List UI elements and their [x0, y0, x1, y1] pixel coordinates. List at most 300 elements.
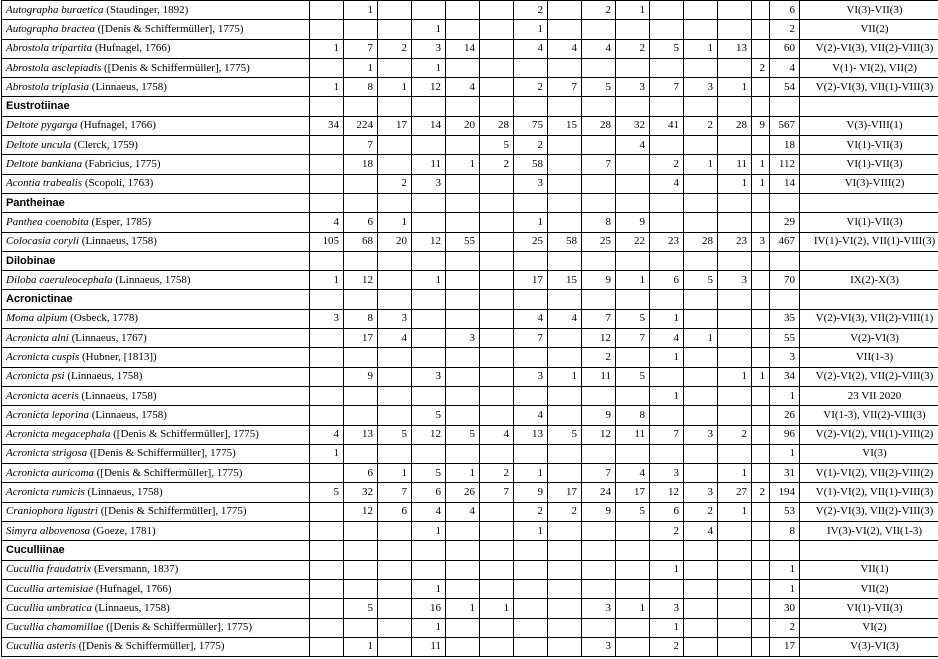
species-latin-name: Abrostola asclepiadis	[6, 61, 102, 74]
species-row	[2, 502, 938, 521]
count-cell	[480, 309, 514, 328]
species-row	[2, 271, 938, 290]
species-latin-name: Cucullia fraudatrix	[6, 563, 92, 576]
count-cell: 5	[650, 39, 684, 58]
count-cell: 2	[650, 522, 684, 541]
count-cell: 28	[582, 116, 616, 135]
count-cell: 3	[684, 78, 718, 97]
empty-cell	[446, 97, 480, 116]
count-cell	[718, 58, 752, 77]
species-name-cell	[2, 367, 310, 386]
count-cell: 11	[718, 155, 752, 174]
empty-cell	[650, 97, 684, 116]
count-cell: 11	[412, 155, 446, 174]
count-cell: 7	[480, 483, 514, 502]
count-cell: 4	[310, 213, 344, 232]
count-cell	[718, 444, 752, 463]
count-cell: 2	[718, 425, 752, 444]
count-cell: 7	[548, 78, 582, 97]
count-cell: 2	[514, 1, 548, 20]
count-cell: 1	[378, 213, 412, 232]
total-count-cell: 55	[770, 329, 800, 348]
species-author: (Linnaeus, 1758)	[84, 486, 163, 499]
empty-cell	[548, 193, 582, 212]
count-cell	[310, 329, 344, 348]
count-cell: 2	[684, 116, 718, 135]
species-name-cell	[2, 136, 310, 155]
count-cell	[684, 58, 718, 77]
count-cell	[582, 560, 616, 579]
count-cell: 1	[514, 522, 548, 541]
count-cell: 3	[718, 271, 752, 290]
species-author: (Esper, 1785)	[88, 215, 151, 228]
count-cell	[752, 329, 770, 348]
flight-period-cell: V(1)-VI(2), VII(2)-VIII(2)	[800, 464, 938, 483]
count-cell: 1	[344, 58, 378, 77]
count-cell	[684, 213, 718, 232]
count-cell	[752, 386, 770, 405]
empty-cell	[800, 193, 938, 212]
count-cell	[344, 174, 378, 193]
species-latin-name: Simyra albovenosa	[6, 524, 91, 537]
species-author: ([Denis & Schiffermüller], 1775)	[94, 22, 244, 35]
count-cell	[582, 444, 616, 463]
count-cell: 55	[446, 232, 480, 251]
count-cell	[378, 271, 412, 290]
count-cell: 7	[378, 483, 412, 502]
count-cell	[684, 348, 718, 367]
empty-cell	[800, 541, 938, 560]
count-cell: 32	[616, 116, 650, 135]
count-cell: 12	[344, 271, 378, 290]
count-cell: 1	[616, 271, 650, 290]
count-cell	[718, 329, 752, 348]
total-count-cell: 31	[770, 464, 800, 483]
species-row	[2, 116, 938, 135]
count-cell	[480, 232, 514, 251]
total-count-cell: 4	[770, 58, 800, 77]
count-cell: 15	[548, 271, 582, 290]
count-cell	[650, 444, 684, 463]
species-count-table	[1, 0, 938, 657]
flight-period-cell: VI(1)-VII(3)	[800, 136, 938, 155]
count-cell	[446, 406, 480, 425]
species-row	[2, 58, 938, 77]
count-cell: 13	[344, 425, 378, 444]
subfamily-heading: Cuculliinae	[2, 541, 310, 560]
count-cell	[344, 444, 378, 463]
flight-period-cell: VI(1)-VII(3)	[800, 599, 938, 618]
species-row	[2, 444, 938, 463]
count-cell: 4	[446, 78, 480, 97]
species-author: (Staudinger, 1892)	[103, 3, 189, 16]
count-cell	[310, 1, 344, 20]
count-cell	[446, 58, 480, 77]
count-cell: 8	[344, 309, 378, 328]
count-cell	[548, 20, 582, 39]
species-row	[2, 425, 938, 444]
species-latin-name: Acontia trabealis	[6, 177, 83, 190]
total-count-cell: 2	[770, 618, 800, 637]
count-cell: 1	[752, 155, 770, 174]
count-cell	[446, 618, 480, 637]
count-cell	[548, 406, 582, 425]
count-cell	[514, 560, 548, 579]
empty-cell	[480, 290, 514, 309]
subfamily-heading: Eustrotiinae	[2, 97, 310, 116]
count-cell	[752, 637, 770, 656]
count-cell: 3	[412, 367, 446, 386]
count-cell	[548, 386, 582, 405]
count-cell: 11	[412, 637, 446, 656]
count-cell	[752, 406, 770, 425]
count-cell	[548, 155, 582, 174]
count-cell	[548, 136, 582, 155]
count-cell	[480, 579, 514, 598]
count-cell	[752, 464, 770, 483]
empty-cell	[752, 97, 770, 116]
empty-cell	[650, 193, 684, 212]
count-cell	[616, 522, 650, 541]
empty-cell	[480, 541, 514, 560]
count-cell	[684, 618, 718, 637]
count-cell: 3	[650, 464, 684, 483]
count-cell: 7	[344, 136, 378, 155]
count-cell	[752, 599, 770, 618]
species-name-cell	[2, 599, 310, 618]
count-cell: 8	[616, 406, 650, 425]
count-cell	[344, 406, 378, 425]
count-cell: 4	[378, 329, 412, 348]
count-cell	[582, 174, 616, 193]
table-body	[2, 1, 938, 657]
count-cell: 28	[684, 232, 718, 251]
count-cell: 3	[412, 39, 446, 58]
count-cell: 9	[616, 213, 650, 232]
count-cell: 2	[582, 1, 616, 20]
count-cell: 1	[650, 618, 684, 637]
count-cell	[616, 58, 650, 77]
empty-cell	[548, 290, 582, 309]
empty-cell	[718, 97, 752, 116]
count-cell	[650, 367, 684, 386]
count-cell: 14	[446, 39, 480, 58]
count-cell	[684, 20, 718, 39]
count-cell	[616, 155, 650, 174]
count-cell	[514, 444, 548, 463]
count-cell	[480, 522, 514, 541]
species-author: (Linnaeus, 1758)	[112, 273, 191, 286]
empty-cell	[310, 541, 344, 560]
count-cell: 17	[344, 329, 378, 348]
count-cell: 1	[310, 78, 344, 97]
count-cell: 17	[616, 483, 650, 502]
species-latin-name: Acronicta megacephala	[6, 428, 111, 441]
empty-cell	[378, 541, 412, 560]
count-cell: 1	[412, 20, 446, 39]
species-row	[2, 386, 938, 405]
count-cell	[548, 464, 582, 483]
empty-cell	[582, 290, 616, 309]
species-author: (Linnaeus, 1758)	[79, 235, 157, 248]
count-cell	[752, 78, 770, 97]
flight-period-cell: VI(3)-VII(3)	[800, 1, 938, 20]
species-name-cell	[2, 232, 310, 251]
species-name-cell	[2, 1, 310, 20]
count-cell	[446, 309, 480, 328]
count-cell	[310, 386, 344, 405]
count-cell: 12	[650, 483, 684, 502]
total-count-cell: 1	[770, 386, 800, 405]
species-latin-name: Acronicta cuspis	[6, 350, 80, 363]
empty-cell	[770, 251, 800, 270]
count-cell	[344, 20, 378, 39]
empty-cell	[514, 97, 548, 116]
count-cell: 4	[582, 39, 616, 58]
count-cell: 18	[344, 155, 378, 174]
empty-cell	[800, 251, 938, 270]
flight-period-cell: V(2)-VI(3), VII(2)-VIII(1)	[800, 309, 938, 328]
empty-cell	[378, 193, 412, 212]
total-count-cell: 8	[770, 522, 800, 541]
species-row	[2, 367, 938, 386]
total-count-cell: 194	[770, 483, 800, 502]
species-author: (Clerck, 1759)	[71, 138, 138, 151]
species-row	[2, 618, 938, 637]
species-author: (Hufnagel, 1766)	[93, 582, 172, 595]
subfamily-row	[2, 97, 938, 116]
count-cell: 1	[378, 464, 412, 483]
species-author: ([Denis & Schiffermüller], 1775)	[87, 447, 236, 460]
species-name-cell	[2, 522, 310, 541]
count-cell: 1	[412, 58, 446, 77]
count-cell	[310, 367, 344, 386]
species-author: (Hufnagel, 1766)	[92, 42, 171, 55]
species-author: ([Denis & Schiffermüller], 1775)	[98, 505, 247, 518]
species-latin-name: Cucullia umbratica	[6, 601, 92, 614]
species-name-cell	[2, 502, 310, 521]
empty-cell	[718, 541, 752, 560]
flight-period-cell: VI(1)-VII(3)	[800, 213, 938, 232]
species-author: ([Denis & Schiffermüller], 1775)	[110, 428, 259, 441]
count-cell	[514, 386, 548, 405]
count-cell: 4	[650, 174, 684, 193]
count-cell: 20	[446, 116, 480, 135]
subfamily-row	[2, 290, 938, 309]
species-row	[2, 599, 938, 618]
flight-period-cell: V(1)-VI(2), VII(1)-VIII(3)	[800, 483, 938, 502]
empty-cell	[446, 290, 480, 309]
count-cell	[446, 637, 480, 656]
count-cell: 3	[582, 637, 616, 656]
empty-cell	[650, 251, 684, 270]
count-cell	[582, 579, 616, 598]
species-latin-name: Panthea coenobita	[6, 215, 89, 228]
empty-cell	[616, 290, 650, 309]
count-cell	[718, 1, 752, 20]
species-author: (Osbeck, 1778)	[67, 312, 138, 325]
total-count-cell: 70	[770, 271, 800, 290]
count-cell	[412, 444, 446, 463]
count-cell: 9	[582, 406, 616, 425]
count-cell: 4	[480, 425, 514, 444]
count-cell: 4	[650, 329, 684, 348]
species-author: (Hufnagel, 1766)	[77, 119, 156, 132]
count-cell: 1	[616, 599, 650, 618]
species-latin-name: Acronicta psi	[6, 370, 65, 383]
count-cell	[378, 637, 412, 656]
count-cell	[446, 522, 480, 541]
count-cell: 3	[752, 232, 770, 251]
count-cell	[650, 1, 684, 20]
subfamily-heading: Pantheinae	[2, 193, 310, 212]
count-cell	[718, 386, 752, 405]
count-cell: 4	[446, 502, 480, 521]
count-cell	[412, 386, 446, 405]
species-author: (Eversmann, 1837)	[91, 563, 179, 576]
species-name-cell	[2, 116, 310, 135]
count-cell	[684, 444, 718, 463]
count-cell	[378, 136, 412, 155]
count-cell: 1	[446, 599, 480, 618]
count-cell	[310, 20, 344, 39]
count-cell	[548, 174, 582, 193]
count-cell: 4	[616, 464, 650, 483]
flight-period-cell: V(2)-VI(2), VII(2)-VIII(3)	[800, 367, 938, 386]
count-cell: 1	[514, 20, 548, 39]
count-cell	[480, 78, 514, 97]
count-cell: 17	[514, 271, 548, 290]
empty-cell	[684, 193, 718, 212]
flight-period-cell: VI(2)	[800, 618, 938, 637]
count-cell	[684, 599, 718, 618]
count-cell	[446, 213, 480, 232]
count-cell	[752, 502, 770, 521]
count-cell: 20	[378, 232, 412, 251]
count-cell	[752, 20, 770, 39]
count-cell	[650, 213, 684, 232]
species-author: ([Denis & Schiffermüller], 1775)	[75, 640, 225, 653]
empty-cell	[582, 193, 616, 212]
count-cell	[684, 136, 718, 155]
species-name-cell	[2, 406, 310, 425]
count-cell: 2	[616, 39, 650, 58]
flight-period-cell: V(2)-VI(3), VII(2)-VIII(3)	[800, 39, 938, 58]
flight-period-cell: V(2)-VI(3), VII(2)-VIII(3)	[800, 502, 938, 521]
count-cell	[310, 502, 344, 521]
count-cell: 1	[752, 367, 770, 386]
empty-cell	[752, 251, 770, 270]
count-cell: 12	[582, 425, 616, 444]
count-cell	[684, 464, 718, 483]
flight-period-cell: VI(3)-VIII(2)	[800, 174, 938, 193]
count-cell	[446, 1, 480, 20]
count-cell	[310, 522, 344, 541]
count-cell: 26	[446, 483, 480, 502]
count-cell	[310, 579, 344, 598]
empty-cell	[650, 541, 684, 560]
total-count-cell: 1	[770, 579, 800, 598]
count-cell: 4	[548, 309, 582, 328]
count-cell	[684, 637, 718, 656]
species-author: (Linnaeus, 1758)	[78, 389, 157, 402]
empty-cell	[684, 251, 718, 270]
total-count-cell: 14	[770, 174, 800, 193]
total-count-cell: 1	[770, 444, 800, 463]
count-cell: 5	[616, 502, 650, 521]
count-cell	[310, 637, 344, 656]
count-cell	[548, 579, 582, 598]
empty-cell	[718, 193, 752, 212]
count-cell	[752, 1, 770, 20]
count-cell	[378, 58, 412, 77]
count-cell	[344, 560, 378, 579]
count-cell	[684, 386, 718, 405]
count-cell	[752, 309, 770, 328]
count-cell	[752, 348, 770, 367]
total-count-cell: 6	[770, 1, 800, 20]
empty-cell	[514, 541, 548, 560]
species-latin-name: Abrostola triplasia	[6, 80, 90, 93]
count-cell: 1	[310, 271, 344, 290]
count-cell: 3	[582, 599, 616, 618]
count-cell: 11	[582, 367, 616, 386]
count-cell	[752, 579, 770, 598]
count-cell: 9	[582, 502, 616, 521]
flight-period-cell: V(2)-VI(3)	[800, 329, 938, 348]
species-name-cell	[2, 155, 310, 174]
count-cell	[446, 20, 480, 39]
total-count-cell: 112	[770, 155, 800, 174]
count-cell: 2	[480, 464, 514, 483]
empty-cell	[582, 97, 616, 116]
count-cell	[684, 309, 718, 328]
count-cell: 23	[650, 232, 684, 251]
count-cell: 2	[752, 483, 770, 502]
count-cell	[480, 58, 514, 77]
species-name-cell	[2, 271, 310, 290]
count-cell: 28	[718, 116, 752, 135]
empty-cell	[514, 251, 548, 270]
count-cell	[480, 1, 514, 20]
count-cell: 5	[412, 406, 446, 425]
count-cell	[752, 39, 770, 58]
count-cell	[412, 348, 446, 367]
count-cell: 1	[310, 39, 344, 58]
count-cell	[684, 560, 718, 579]
species-row	[2, 39, 938, 58]
count-cell	[650, 579, 684, 598]
count-cell	[310, 560, 344, 579]
count-cell: 2	[514, 136, 548, 155]
species-author: (Goeze, 1781)	[90, 524, 156, 537]
count-cell: 9	[514, 483, 548, 502]
count-cell	[616, 386, 650, 405]
count-cell	[582, 136, 616, 155]
count-cell: 2	[650, 637, 684, 656]
species-row	[2, 329, 938, 348]
count-cell	[718, 560, 752, 579]
species-name-cell	[2, 329, 310, 348]
species-latin-name: Diloba caeruleocephala	[6, 273, 113, 286]
count-cell	[684, 406, 718, 425]
count-cell	[412, 329, 446, 348]
count-cell	[548, 637, 582, 656]
species-row	[2, 309, 938, 328]
count-cell: 2	[514, 502, 548, 521]
empty-cell	[412, 97, 446, 116]
total-count-cell: 467	[770, 232, 800, 251]
